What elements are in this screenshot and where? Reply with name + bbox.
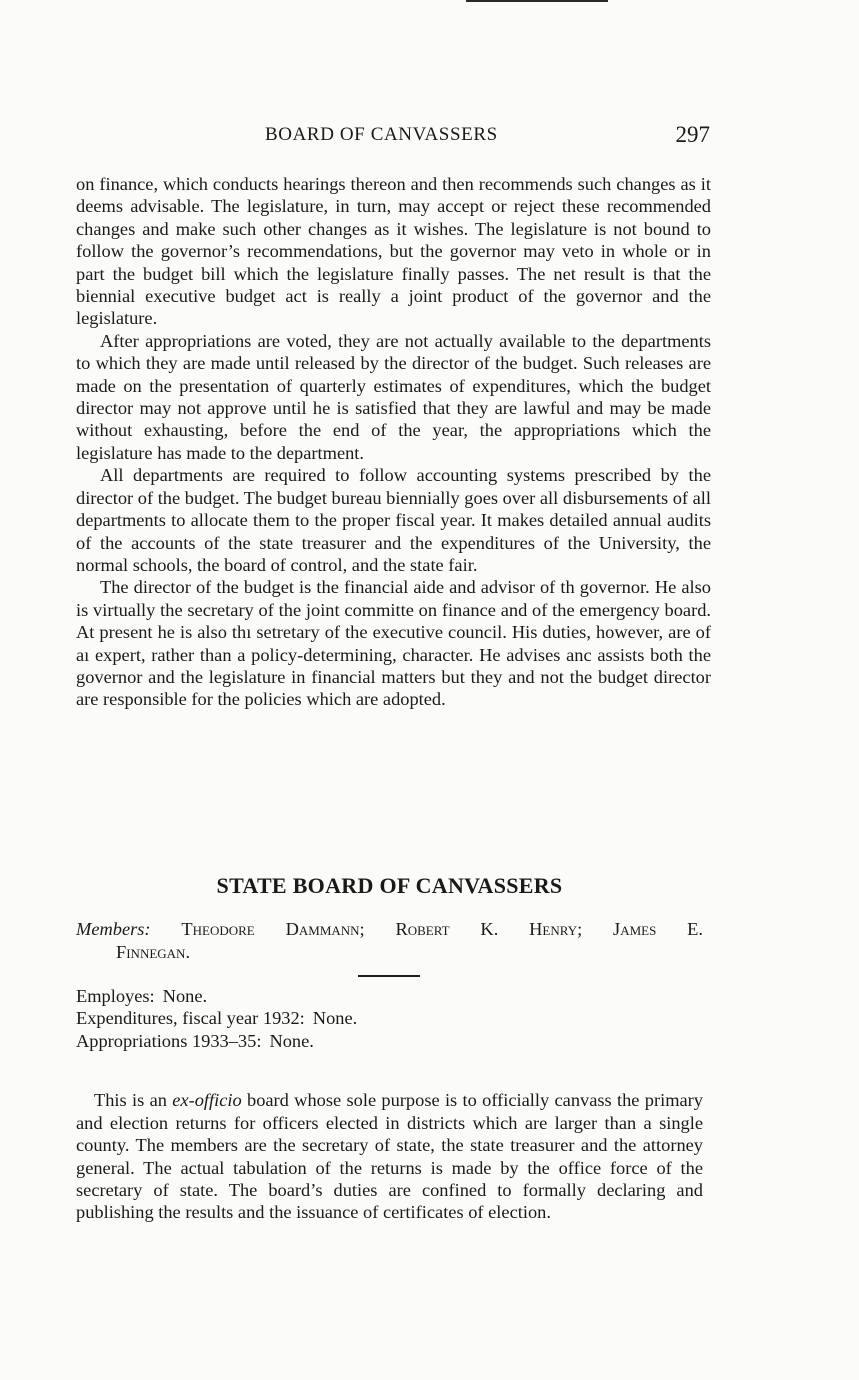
paragraph-appropriations: After appropriations are voted, they are not actually available to the departments to which they are made until released by the director of the budget. Such releases are made on the presentation of quarterly estimates of expenditures, which the budget director may not approve until he is satisfied that they are lawful and may be made without exhausting, before the end of the year, the appropriations which the legislature has made to the department. xyxy=(76,330,711,463)
fact-label: Appropriations 1933–35: xyxy=(76,1030,262,1051)
facts-list xyxy=(76,985,357,1052)
running-title: BOARD OF CANVASSERS xyxy=(265,124,498,145)
board-description xyxy=(76,1089,703,1223)
fact-value: None. xyxy=(312,1008,358,1029)
fact-employes xyxy=(76,985,357,1007)
running-head xyxy=(76,122,710,152)
body-text xyxy=(76,173,711,711)
top-edge-mark xyxy=(466,0,608,2)
description-italic: ex-officio xyxy=(172,1090,242,1111)
fact-label: Employes: xyxy=(76,986,155,1006)
page-number: 297 xyxy=(675,122,710,147)
fact-appropriations xyxy=(76,1030,357,1052)
fact-label: Expenditures, fiscal year 1932: xyxy=(76,1008,305,1029)
paragraph-director: The director of the budget is the financial aide and advisor of th governor. He also is virtually the secretary of the joint committe on finance and of the emergency board. At present he is also thı setretary of the executive council. His duties, however, are of aı expert, rather than a policy-determining, character. He advises anc assists both the governor and the legislature in financial matters but they and not the budget director are responsible for the policies which are adopted. xyxy=(76,577,711,710)
members-label: Members: xyxy=(76,919,151,939)
section-title: STATE BOARD OF CANVASSERS xyxy=(216,873,563,898)
description-rest: board whose sole purpose is to officially canvass the primary and election returns for officers elected in districts which are larger than a single county. The members are the secretary of state, the state treasurer and the attorney general. The actual tabulation of the returns is made by the office force of the secretary of state. The board’s duties are confined to formally declaring and publishing the results and the issuance of certificates of election. xyxy=(76,1090,703,1223)
fact-value: None. xyxy=(162,986,208,1006)
section-divider xyxy=(358,975,420,977)
paragraph-continuation: on finance, which conducts hearings thereon and then recommends such changes as it deems advisable. The legislature, in turn, may accept or reject these recommended changes and make such other changes as it wishes. The legislature is not bound to follow the governor’s recommendations, but the governor may veto in whole or in part the budget bill which the legislature finally passes. The net result is that the biennial executive budget act is really a joint product of the governor and the legislature. xyxy=(76,174,711,329)
paragraph-accounting: All departments are required to follow accounting systems prescribed by the director of the budget. The budget bureau biennially goes over all disbursements of all departments to allocate them to the proper fiscal year. It makes detailed annual audits of the accounts of the state treasurer and the expenditures of the University, the normal schools, the board of control, and the state fair. xyxy=(76,465,711,575)
fact-value: None. xyxy=(269,1030,314,1051)
fact-expenditures xyxy=(76,1007,357,1029)
members-names: Theodore Dammann; Robert K. Henry; James E. xyxy=(181,919,703,939)
description-lead: This is an xyxy=(94,1090,173,1111)
members-continuation: Finnegan. xyxy=(116,942,191,962)
members-line xyxy=(76,918,703,941)
